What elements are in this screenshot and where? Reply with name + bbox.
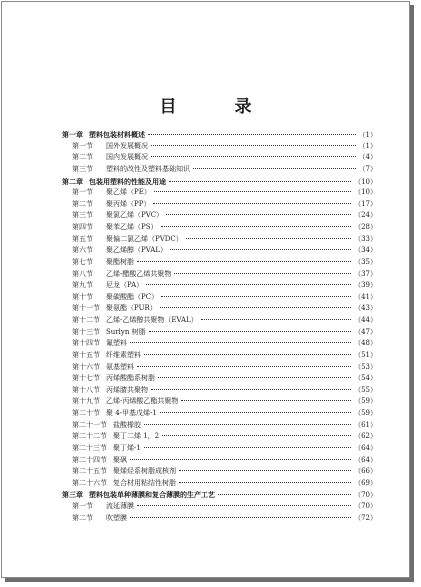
- toc-chapter-row: [62, 129, 377, 141]
- dot-leader: [158, 377, 351, 378]
- toc-section-row: [62, 501, 377, 513]
- toc-entry-number: 第二章: [62, 176, 83, 186]
- toc-section-row: [62, 315, 377, 327]
- toc-page-number: （54）: [354, 374, 377, 383]
- dot-leader: [137, 505, 351, 506]
- toc-section-row: [62, 396, 377, 408]
- dot-leader: [130, 459, 351, 460]
- toc-section-row: [62, 292, 377, 304]
- dot-leader: [161, 296, 351, 297]
- dot-leader: [146, 284, 351, 285]
- toc-entry-title: 聚偏二氯乙烯（PVDC）: [106, 234, 183, 243]
- dot-leader: [161, 226, 352, 227]
- toc-entry-title: 塑料包装材料概述: [89, 130, 145, 139]
- toc-page-number: （70）: [354, 491, 377, 500]
- toc-entry-title: 氟塑料: [106, 339, 127, 348]
- toc-page-number: （39）: [354, 281, 377, 290]
- toc-page-number: （37）: [354, 269, 377, 278]
- toc-entry-title: 聚砜: [113, 455, 127, 464]
- dot-leader: [218, 494, 351, 495]
- dot-leader: [149, 331, 352, 332]
- toc-entry-title: 吹塑膜: [106, 513, 127, 522]
- toc-entry-title: 尼龙（PA）: [106, 281, 144, 290]
- toc-entry-number: 第十一节: [72, 304, 100, 313]
- toc-section-row: [62, 280, 377, 292]
- toc-entry-title: 盐酸橡胶: [113, 420, 141, 429]
- toc-entry-number: 第十六节: [72, 362, 100, 371]
- dot-leader: [179, 470, 351, 471]
- toc-entry-number: 第五节: [72, 234, 93, 243]
- toc-page-number: （33）: [354, 234, 377, 243]
- toc-page-number: （69）: [354, 478, 377, 487]
- dot-leader: [144, 447, 351, 448]
- dot-leader: [137, 366, 351, 367]
- toc-entry-title: 聚丁烯-1: [113, 443, 141, 452]
- toc-entry-number: 第二十三节: [72, 443, 107, 452]
- toc-entry-number: 第二节: [72, 513, 93, 522]
- toc-page-number: （7）: [358, 164, 377, 173]
- dot-leader: [151, 389, 351, 390]
- toc-section-row: [62, 466, 377, 478]
- toc-entry-number: 第八节: [72, 269, 93, 278]
- toc-entry-number: 第二十四节: [72, 455, 107, 464]
- toc-entry-number: 第四节: [72, 223, 93, 231]
- dot-leader: [160, 307, 351, 308]
- page-title: 目 录: [159, 97, 278, 117]
- toc-entry-number: 第二节: [72, 153, 93, 162]
- toc-entry-number: 第十七节: [72, 374, 100, 383]
- toc-entry-title: 乙烯-乙烯醇共聚物（EVAL）: [106, 316, 198, 324]
- dot-leader: [186, 238, 351, 239]
- toc-page-number: （10）: [354, 188, 377, 197]
- toc-section-row: [62, 152, 377, 164]
- toc-page-number: （44）: [354, 316, 377, 324]
- toc-section-row: [62, 222, 377, 234]
- toc-page-number: （64）: [354, 455, 377, 464]
- dot-leader: [148, 134, 356, 135]
- dot-leader: [170, 249, 351, 250]
- toc-page-number: （1）: [358, 141, 377, 150]
- toc-entry-title: Surlyn 树脂: [106, 327, 146, 336]
- toc-page-number: （55）: [354, 385, 377, 394]
- toc-section-row: [62, 245, 377, 257]
- toc-entry-title: 乙烯-醋酸乙烯共聚物: [106, 269, 172, 278]
- toc-page-number: （24）: [354, 211, 377, 220]
- toc-section-row: [62, 338, 377, 350]
- toc-section-row: [62, 431, 377, 443]
- toc-page-number: （70）: [354, 502, 377, 510]
- dot-leader: [174, 273, 351, 274]
- toc-section-row: [62, 164, 377, 176]
- toc-page-number: （51）: [354, 350, 377, 359]
- dot-leader: [137, 261, 351, 262]
- book-page: [1, 1, 410, 578]
- dot-leader: [154, 191, 351, 192]
- toc-entry-title: 氨基塑料: [106, 362, 134, 371]
- toc-page-number: （28）: [354, 223, 377, 231]
- toc-entry-title: 聚烯烃系树脂成核剂: [113, 467, 176, 476]
- toc-section-row: [62, 199, 377, 211]
- dot-leader: [151, 145, 356, 146]
- toc-entry-title: 包装用塑料的性能及用途: [89, 176, 166, 186]
- toc-page-number: （43）: [354, 304, 377, 313]
- toc-section-row: [62, 443, 377, 455]
- toc-section-row: [62, 420, 377, 432]
- toc-entry-number: 第二十一节: [72, 420, 107, 429]
- toc-page-number: （1）: [358, 131, 377, 139]
- toc-section-row: [62, 362, 377, 374]
- toc-entry-number: 第一节: [72, 188, 93, 197]
- toc-entry-title: 流延薄膜: [106, 502, 134, 510]
- toc-entry-title: 聚酯树脂: [106, 257, 134, 266]
- toc-entry-number: 第二节: [72, 199, 93, 208]
- toc-entry-title: 塑料包装单种薄膜和复合薄膜的生产工艺: [89, 490, 215, 500]
- toc-entry-title: 聚 4-甲基戊烯-1: [106, 409, 157, 417]
- toc-section-row: [62, 257, 377, 269]
- toc-page-number: （35）: [354, 257, 377, 266]
- toc-entry-title: 聚丁二烯 1，2: [113, 432, 160, 441]
- toc-entry-number: 第一节: [72, 502, 93, 510]
- toc-entry-title: 国内发展概况: [106, 153, 148, 162]
- dot-leader: [181, 400, 351, 401]
- toc-entry-title: 纤维素塑料: [106, 350, 141, 359]
- toc-entry-title: 复合材用粘结性树脂: [113, 478, 176, 487]
- dot-leader: [144, 424, 351, 425]
- toc-entry-title: 国外发展概况: [106, 141, 148, 150]
- toc-page-number: （61）: [354, 420, 377, 429]
- dot-leader: [160, 412, 351, 413]
- toc-entry-number: 第二十二节: [72, 432, 107, 441]
- toc-entry-number: 第十九节: [72, 397, 100, 406]
- toc-entry-number: 第十四节: [72, 339, 100, 348]
- toc-entry-title: 聚氯乙烯（PVC）: [106, 211, 164, 220]
- table-of-contents: [62, 129, 377, 524]
- toc-page-number: （72）: [354, 513, 377, 522]
- toc-page-number: （48）: [354, 339, 377, 348]
- toc-section-row: [62, 373, 377, 385]
- toc-entry-title: 聚乙烯醇（PVAL）: [106, 246, 167, 255]
- toc-chapter-row: [62, 176, 377, 188]
- dot-leader: [179, 482, 351, 483]
- toc-page-number: （59）: [354, 409, 377, 417]
- dot-leader: [166, 214, 351, 215]
- toc-entry-number: 第十八节: [72, 385, 100, 394]
- toc-section-row: [62, 385, 377, 397]
- toc-page-number: （64）: [354, 443, 377, 452]
- toc-entry-title: 聚碳酸酯（PC）: [106, 292, 159, 301]
- toc-page-number: （53）: [354, 362, 377, 371]
- toc-page-number: （34）: [354, 246, 377, 255]
- toc-entry-title: 塑料的改性及塑料基础知识: [106, 164, 190, 173]
- toc-entry-title: 聚氨酯（PUR）: [106, 304, 157, 313]
- toc-entry-number: 第三节: [72, 164, 93, 173]
- dot-leader: [130, 342, 351, 343]
- toc-entry-number: 第一章: [62, 130, 83, 139]
- toc-entry-number: 第二十六节: [72, 478, 107, 487]
- toc-page-number: （47）: [354, 327, 377, 336]
- toc-entry-number: 第十节: [72, 292, 93, 301]
- toc-page-number: （10）: [354, 177, 377, 186]
- toc-entry-number: 第十三节: [72, 327, 100, 336]
- dot-leader: [193, 168, 356, 169]
- dot-leader: [162, 435, 351, 436]
- toc-page-number: （41）: [354, 292, 377, 301]
- toc-section-row: [62, 478, 377, 490]
- dot-leader: [151, 156, 356, 157]
- toc-entry-title: 聚苯乙烯（PS）: [106, 223, 158, 231]
- toc-entry-title: 丙烯腈共聚物: [106, 385, 148, 394]
- dot-leader: [169, 181, 351, 182]
- toc-entry-number: 第七节: [72, 257, 93, 266]
- toc-entry-number: 第十二节: [72, 316, 100, 324]
- toc-section-row: [62, 327, 377, 339]
- toc-page-number: （59）: [354, 397, 377, 406]
- toc-entry-number: 第九节: [72, 281, 93, 290]
- toc-page-number: （66）: [354, 467, 377, 476]
- toc-page-number: （62）: [354, 432, 377, 441]
- toc-section-row: [62, 303, 377, 315]
- toc-entry-number: 第一节: [72, 141, 93, 150]
- toc-section-row: [62, 141, 377, 153]
- toc-section-row: [62, 513, 377, 525]
- toc-entry-number: 第二十节: [72, 409, 100, 417]
- toc-entry-number: 第三章: [62, 490, 83, 500]
- toc-entry-number: 第十五节: [72, 350, 100, 359]
- dot-leader: [153, 203, 351, 204]
- toc-section-row: [62, 269, 377, 281]
- dot-leader: [144, 354, 351, 355]
- toc-entry-title: 聚丙烯（PP）: [106, 199, 151, 208]
- toc-chapter-row: [62, 489, 377, 501]
- toc-section-row: [62, 455, 377, 467]
- toc-page-number: （17）: [354, 199, 377, 208]
- toc-page-number: （4）: [358, 153, 377, 162]
- toc-entry-title: 丙烯酸酯系树脂: [106, 374, 155, 383]
- toc-entry-number: 第二十五节: [72, 467, 107, 476]
- toc-section-row: [62, 350, 377, 362]
- toc-section-row: [62, 210, 377, 222]
- toc-section-row: [62, 187, 377, 199]
- toc-entry-number: 第六节: [72, 246, 93, 255]
- dot-leader: [130, 517, 351, 518]
- toc-entry-number: 第三节: [72, 211, 93, 220]
- toc-section-row: [62, 408, 377, 420]
- toc-section-row: [62, 234, 377, 246]
- dot-leader: [201, 319, 351, 320]
- toc-entry-title: 聚乙烯（PE）: [106, 188, 151, 197]
- toc-entry-title: 乙烯-丙烯酸乙酯共聚物: [106, 397, 179, 406]
